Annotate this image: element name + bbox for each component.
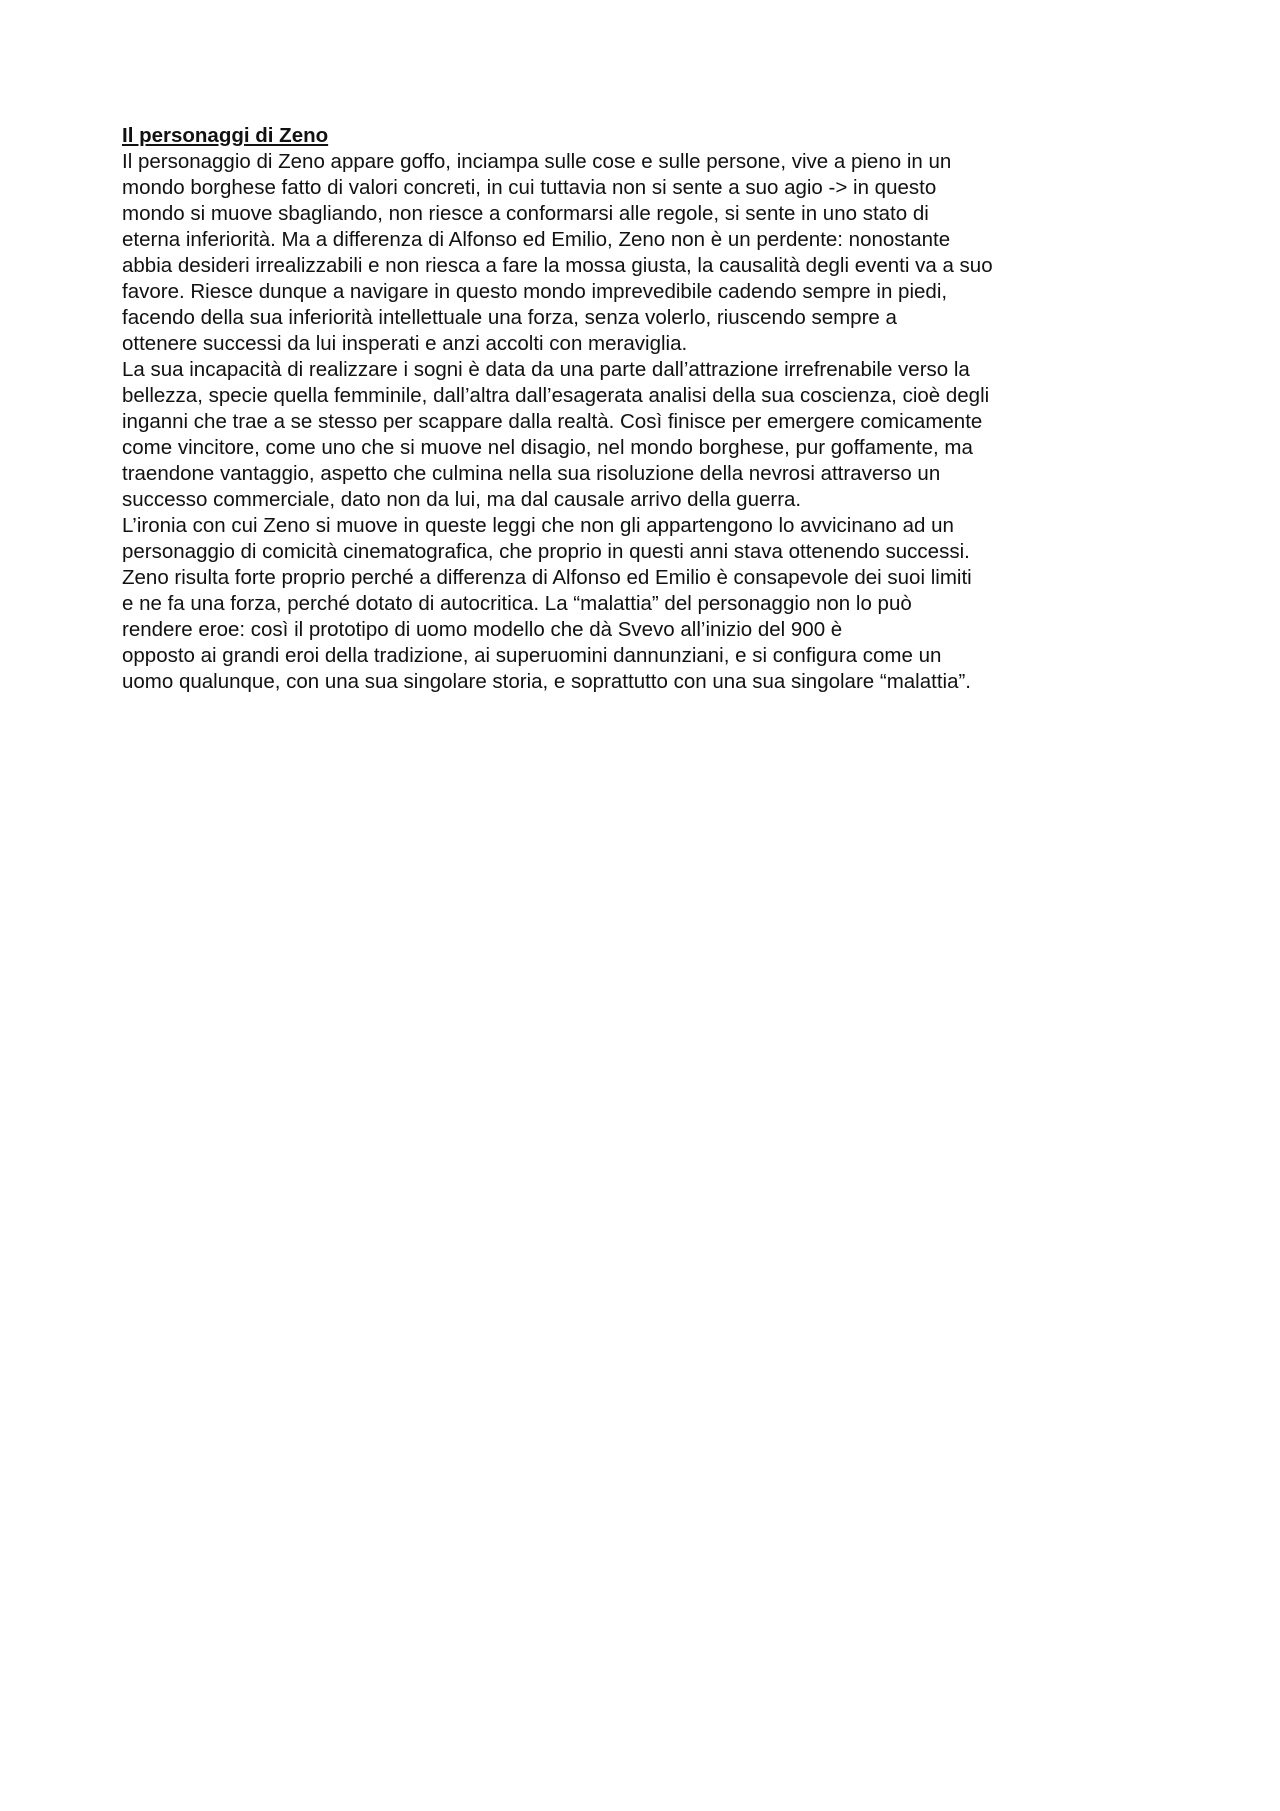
text-line: come vincitore, come uno che si muove nel disagio, nel mondo borghese, pur goffamente, ma [122,436,973,459]
text-line: abbia desideri irrealizzabili e non riesca a fare la mossa giusta, la causalità degli eventi va a suo [122,254,993,277]
text-line: bellezza, specie quella femminile, dall’altra dall’esagerata analisi della sua coscienza, cioè degli [122,384,990,407]
text-line: mondo borghese fatto di valori concreti, in cui tuttavia non si sente a suo agio -> in questo [122,176,937,199]
text-line: rendere eroe: così il prototipo di uomo modello che dà Svevo all’inizio del 900 è [122,618,843,641]
text-line: inganni che trae a se stesso per scappare dalla realtà. Così finisce per emergere comicamente [122,410,983,433]
document-title: Il personaggi di Zeno [122,124,329,147]
text-line: favore. Riesce dunque a navigare in questo mondo imprevedibile cadendo sempre in piedi, [122,280,948,303]
text-line: Il personaggio di Zeno appare goffo, inciampa sulle cose e sulle persone, vive a pieno in un [122,150,952,173]
text-line: facendo della sua inferiorità intellettuale una forza, senza volerlo, riuscendo sempre a [122,306,897,329]
text-line: personaggio di comicità cinematografica, che proprio in questi anni stava ottenendo successi. [122,540,970,563]
text-line: successo commerciale, dato non da lui, ma dal causale arrivo della guerra. [122,488,802,511]
text-line: e ne fa una forza, perché dotato di autocritica. La “malattia” del personaggio non lo può [122,592,912,615]
text-line: ottenere successi da lui insperati e anzi accolti con meraviglia. [122,332,688,355]
text-line: Zeno risulta forte proprio perché a differenza di Alfonso ed Emilio è consapevole dei suoi limiti [122,566,972,589]
text-line: traendone vantaggio, aspetto che culmina nella sua risoluzione della nevrosi attraverso un [122,462,941,485]
text-line: uomo qualunque, con una sua singolare storia, e soprattutto con una sua singolare “malattia”. [122,670,971,693]
document-body [122,123,1162,695]
text-line: opposto ai grandi eroi della tradizione, ai superuomini dannunziani, e si configura come un [122,644,942,667]
text-line: L’ironia con cui Zeno si muove in queste leggi che non gli appartengono lo avvicinano ad un [122,514,954,537]
text-line: eterna inferiorità. Ma a differenza di Alfonso ed Emilio, Zeno non è un perdente: nonostante [122,228,951,251]
text-line: mondo si muove sbagliando, non riesce a conformarsi alle regole, si sente in uno stato di [122,202,929,225]
text-line: La sua incapacità di realizzare i sogni è data da una parte dall’attrazione irrefrenabile verso la [122,358,970,381]
